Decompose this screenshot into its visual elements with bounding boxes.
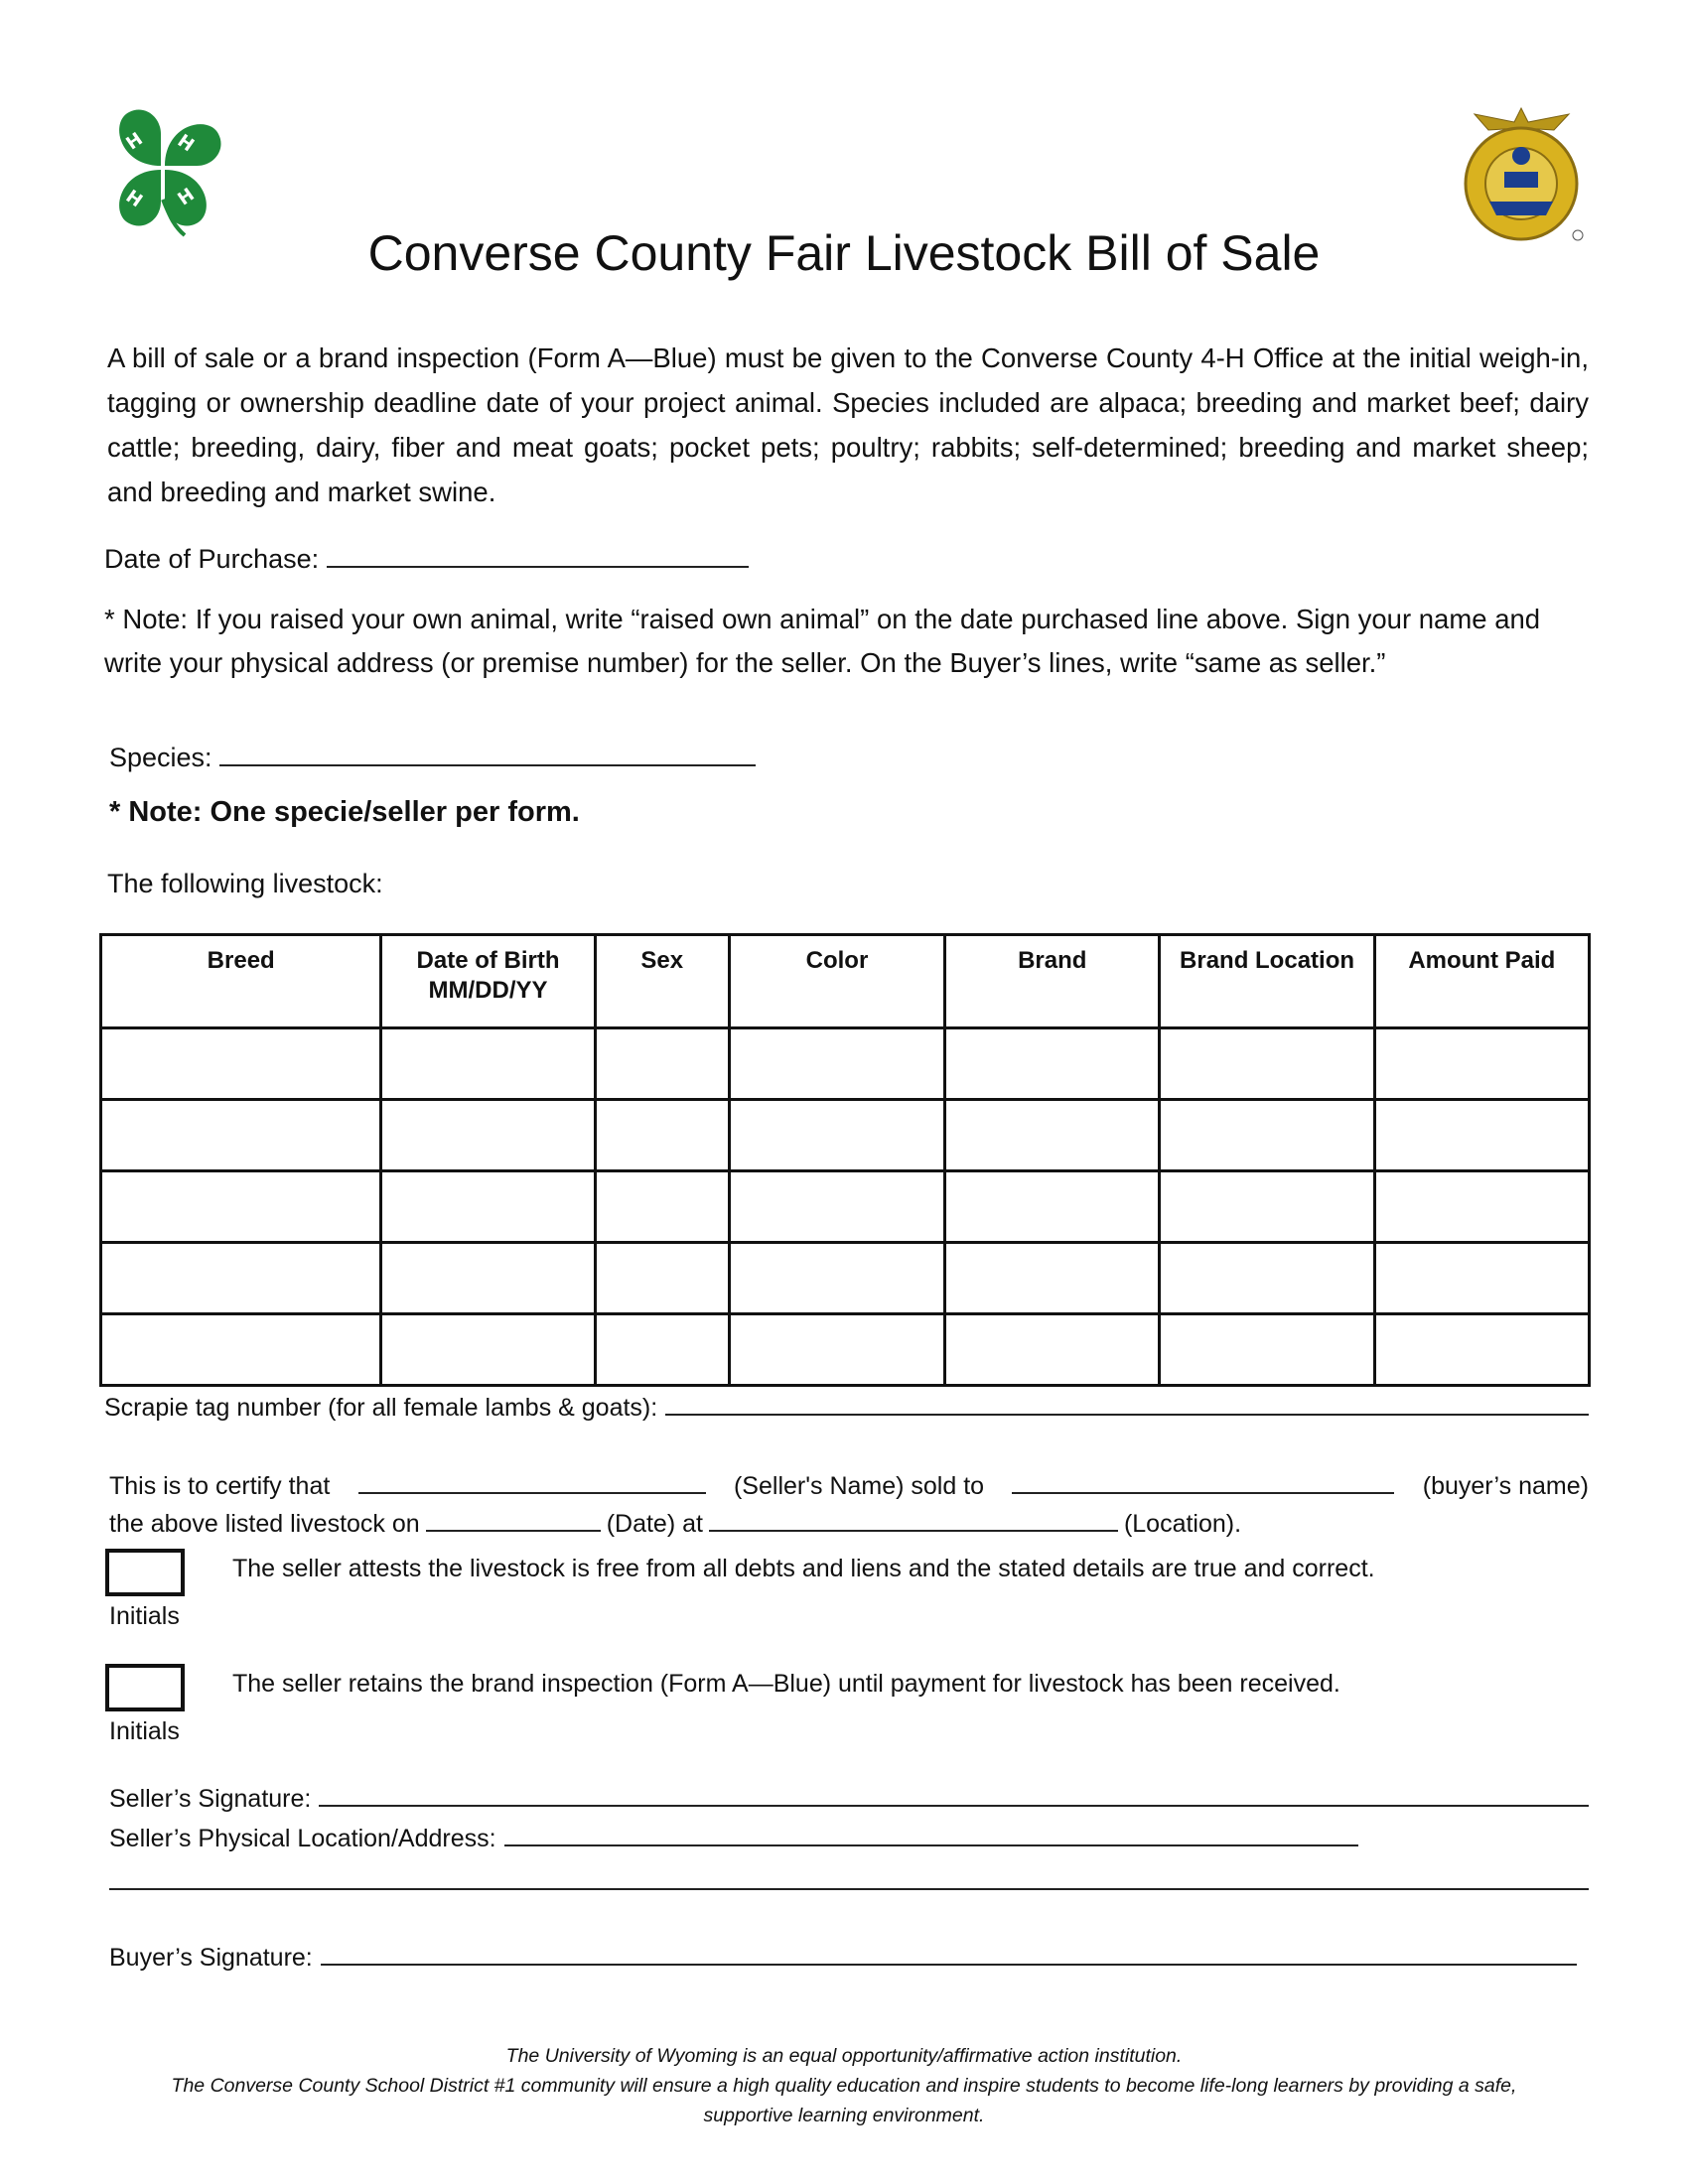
scrapie-tag-field[interactable] xyxy=(665,1390,1589,1416)
table-cell[interactable] xyxy=(381,1028,595,1100)
certify-text-4: the above listed livestock on xyxy=(109,1510,420,1538)
buyer-name-field[interactable] xyxy=(1012,1470,1394,1494)
date-of-purchase-label: Date of Purchase: xyxy=(104,544,320,574)
page-title: Converse County Fair Livestock Bill of Sale xyxy=(367,225,1321,281)
initials-box-1[interactable] xyxy=(105,1549,185,1596)
table-cell[interactable] xyxy=(1374,1314,1589,1386)
initials-box-2[interactable] xyxy=(105,1664,185,1711)
buyer-signature-row xyxy=(109,1940,1577,1973)
table-cell[interactable] xyxy=(729,1314,944,1386)
table-row xyxy=(101,1314,1590,1386)
raised-own-animal-note: * Note: If you raised your own animal, write “raised own animal” on the date purchased line above. Sign your name and write your physical address (or premise number) for the seller. On the Buyer’s lines, write “same as seller.” xyxy=(104,604,1541,678)
table-cell[interactable] xyxy=(1374,1243,1589,1314)
table-cell[interactable] xyxy=(381,1314,595,1386)
footer-line-2: The Converse County School District #1 community will ensure a high quality education and inspire students to become life-long learners by providing a safe, xyxy=(171,2075,1517,2097)
initials-label-2: Initials xyxy=(109,1717,180,1745)
table-cell[interactable] xyxy=(1374,1171,1589,1243)
table-row xyxy=(101,1171,1590,1243)
date-of-purchase-field[interactable] xyxy=(327,538,749,568)
table-cell[interactable] xyxy=(729,1171,944,1243)
certify-text-6: (Location). xyxy=(1123,1510,1242,1538)
certify-text-5: (Date) at xyxy=(606,1510,703,1538)
initials-label-1: Initials xyxy=(109,1602,180,1630)
species-row xyxy=(109,737,756,777)
table-cell[interactable] xyxy=(1374,1028,1589,1100)
sale-location-field[interactable] xyxy=(709,1508,1118,1532)
table-cell[interactable] xyxy=(945,1243,1160,1314)
header-breed: Breed xyxy=(101,935,381,1028)
table-cell[interactable] xyxy=(101,1100,381,1171)
header-amount-paid: Amount Paid xyxy=(1374,935,1589,1028)
table-cell[interactable] xyxy=(1160,1028,1374,1100)
seller-address-field[interactable] xyxy=(504,1821,1358,1846)
seller-signature-field[interactable] xyxy=(319,1781,1589,1807)
seller-address-row xyxy=(109,1821,1358,1853)
brand-inspection-statement: The seller retains the brand inspection (Form A—Blue) until payment for livestock has been received. xyxy=(232,1670,1340,1698)
one-specie-note: * Note: One specie/seller per form. xyxy=(109,796,580,828)
header-brand: Brand xyxy=(945,935,1160,1028)
seller-address-label: Seller’s Physical Location/Address: xyxy=(109,1825,496,1852)
header-brand-location: Brand Location xyxy=(1160,935,1374,1028)
footer xyxy=(0,2041,1688,2130)
buyer-signature-field[interactable] xyxy=(321,1940,1577,1966)
livestock-table xyxy=(99,933,1591,1387)
svg-text:H: H xyxy=(122,128,147,155)
table-cell[interactable] xyxy=(381,1171,595,1243)
header-color: Color xyxy=(729,935,944,1028)
table-cell[interactable] xyxy=(1160,1314,1374,1386)
following-livestock-label: The following livestock: xyxy=(107,869,383,898)
table-cell[interactable] xyxy=(381,1243,595,1314)
seller-address-field-2[interactable] xyxy=(109,1886,1589,1890)
table-cell[interactable] xyxy=(945,1314,1160,1386)
table-cell[interactable] xyxy=(945,1171,1160,1243)
table-cell[interactable] xyxy=(595,1314,729,1386)
svg-text:H: H xyxy=(173,130,199,157)
table-cell[interactable] xyxy=(595,1100,729,1171)
table-row xyxy=(101,1028,1590,1100)
table-cell[interactable] xyxy=(1374,1100,1589,1171)
table-cell[interactable] xyxy=(595,1028,729,1100)
scrapie-row xyxy=(104,1390,1589,1423)
table-row xyxy=(101,1243,1590,1314)
table-cell[interactable] xyxy=(945,1028,1160,1100)
date-of-purchase-row xyxy=(104,538,749,579)
table-cell[interactable] xyxy=(945,1100,1160,1171)
header-sex: Sex xyxy=(595,935,729,1028)
table-cell[interactable] xyxy=(381,1100,595,1171)
table-cell[interactable] xyxy=(595,1243,729,1314)
debts-liens-statement: The seller attests the livestock is free from all debts and liens and the stated details are true and correct. xyxy=(232,1555,1375,1582)
table-cell[interactable] xyxy=(1160,1171,1374,1243)
table-cell[interactable] xyxy=(1160,1243,1374,1314)
svg-text:H: H xyxy=(121,186,147,212)
certify-line-1 xyxy=(109,1467,1589,1505)
table-row xyxy=(101,1100,1590,1171)
certify-text-1: This is to certify that xyxy=(109,1472,331,1500)
table-cell[interactable] xyxy=(595,1171,729,1243)
certification-block xyxy=(109,1467,1589,1543)
table-cell[interactable] xyxy=(729,1100,944,1171)
seller-signature-row xyxy=(109,1781,1589,1814)
footer-line-3: supportive learning environment. xyxy=(703,2105,985,2126)
sale-date-field[interactable] xyxy=(426,1508,601,1532)
scrapie-label: Scrapie tag number (for all female lambs & goats): xyxy=(104,1394,658,1422)
table-cell[interactable] xyxy=(729,1243,944,1314)
seller-name-field[interactable] xyxy=(358,1470,706,1494)
species-field[interactable] xyxy=(219,737,756,766)
table-cell[interactable] xyxy=(1160,1100,1374,1171)
table-cell[interactable] xyxy=(101,1171,381,1243)
certify-text-3: (buyer’s name) xyxy=(1422,1472,1589,1500)
table-cell[interactable] xyxy=(729,1028,944,1100)
table-cell[interactable] xyxy=(101,1028,381,1100)
buyer-signature-label: Buyer’s Signature: xyxy=(109,1944,313,1972)
species-label: Species: xyxy=(109,743,212,772)
header-date-of-birth: Date of Birth MM/DD/YY xyxy=(381,935,595,1028)
seller-signature-label: Seller’s Signature: xyxy=(109,1785,312,1813)
svg-text:H: H xyxy=(174,184,199,210)
table-cell[interactable] xyxy=(101,1314,381,1386)
certify-line-2 xyxy=(109,1505,1589,1543)
footer-line-1: The University of Wyoming is an equal opportunity/affirmative action institution. xyxy=(505,2045,1183,2067)
table-cell[interactable] xyxy=(101,1243,381,1314)
table-header-row xyxy=(101,935,1590,1028)
certify-text-2: (Seller's Name) sold to xyxy=(733,1472,985,1500)
intro-paragraph: A bill of sale or a brand inspection (Form A—Blue) must be given to the Converse County 4-H Office at the initial weigh-in, tagging or ownership deadline date of your project animal. Species included are alpaca; breeding and market beef; dairy cattle; breeding, dairy, fiber and meat goats; pocket pets; poultry; rabbits; self-determined; breeding and market sheep; and breeding and market swine. xyxy=(107,342,1589,507)
